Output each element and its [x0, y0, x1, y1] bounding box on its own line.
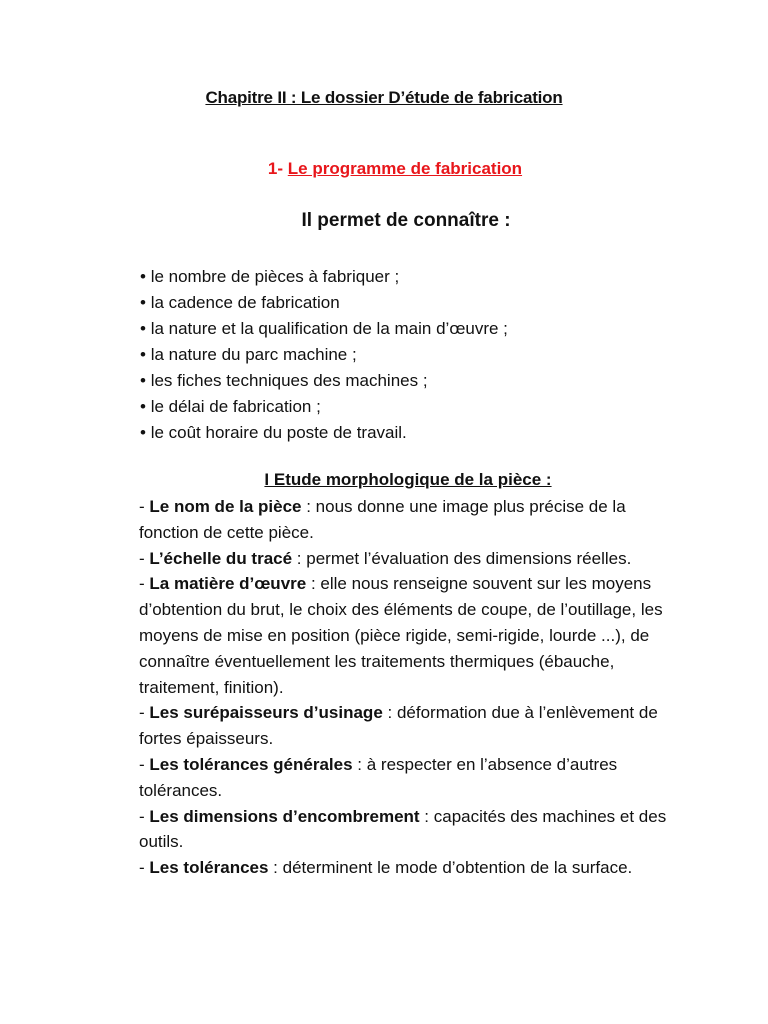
- list-item: [140, 394, 508, 420]
- list-item-text: la cadence de fabrication: [150, 293, 340, 312]
- bullet-symbol: •: [140, 371, 146, 390]
- list-item: [140, 420, 508, 446]
- list-item-text: le délai de fabrication ;: [150, 397, 321, 416]
- bullet-symbol: •: [140, 319, 146, 338]
- bullet-symbol: •: [140, 267, 146, 286]
- bullet-symbol: •: [140, 397, 146, 416]
- subsection-title: I Etude morphologique de la pièce :: [264, 470, 552, 489]
- list-item-text: le nombre de pièces à fabriquer ;: [150, 267, 400, 286]
- definition-term: Le nom de la pièce: [149, 497, 302, 516]
- list-item: [140, 264, 508, 290]
- definition-prefix: -: [139, 497, 150, 516]
- definition-term: Les dimensions d’encombrement: [149, 806, 420, 826]
- definition-item: [139, 855, 679, 881]
- definition-prefix: -: [139, 806, 150, 826]
- definition-text: : permet l’évaluation des dimensions réelles.: [292, 548, 632, 568]
- list-item: [140, 342, 508, 368]
- definition-term: Les tolérances: [149, 858, 269, 878]
- section-heading: [0, 159, 768, 179]
- bullet-symbol: •: [140, 293, 146, 312]
- bullet-symbol: •: [140, 423, 146, 442]
- definition-item: [139, 804, 679, 856]
- list-item: [140, 368, 508, 394]
- definition-term: L’échelle du tracé: [149, 548, 293, 568]
- definition-text: : capacités des machines et des outils.: [139, 806, 667, 852]
- chapter-title: Chapitre II : Le dossier D’étude de fabrication: [205, 88, 563, 107]
- list-item: [140, 290, 508, 316]
- list-item-text: la nature du parc machine ;: [150, 345, 357, 364]
- bullet-symbol: •: [140, 345, 146, 364]
- definition-text: : elle nous renseigne souvent sur les moyens d’obtention du brut, le choix des éléments de coupe, de l’outillage, les moyens de mise en position (pièce rigide, semi-rigide, lourde ...), de connaître éventuellement les traitements thermiques (ébauche, traitement, finition).: [139, 574, 663, 697]
- list-item-text: les fiches techniques des machines ;: [150, 371, 428, 390]
- definition-item: [139, 700, 679, 752]
- bullet-list: [140, 264, 508, 446]
- definition-prefix: -: [139, 858, 150, 878]
- definition-text: : nous donne une image plus précise de la fonction de cette pièce.: [139, 497, 626, 542]
- section-title-text: Le programme de fabrication: [287, 159, 523, 178]
- definition-term: Les tolérances générales: [149, 754, 353, 774]
- list-item-text: la nature et la qualification de la main d’œuvre ;: [150, 319, 508, 338]
- definition-term: La matière d’œuvre: [149, 574, 307, 594]
- definition-prefix: -: [139, 548, 150, 568]
- definition-text: : à respecter en l’absence d’autres tolérances.: [139, 754, 618, 800]
- list-item-text: le coût horaire du poste de travail.: [150, 423, 407, 442]
- definition-text: : déformation due à l’enlèvement de fortes épaisseurs.: [139, 703, 658, 749]
- definition-list: [139, 494, 679, 881]
- definition-item: [139, 571, 679, 700]
- definition-prefix: -: [139, 703, 150, 723]
- section-number: 1-: [267, 159, 284, 178]
- intro-heading: Il permet de connaître :: [301, 210, 511, 231]
- definition-item: [139, 494, 679, 546]
- definition-item: [139, 546, 679, 572]
- definition-prefix: -: [139, 754, 150, 774]
- definition-term: Les surépaisseurs d’usinage: [149, 703, 383, 723]
- list-item: [140, 316, 508, 342]
- definition-item: [139, 752, 679, 804]
- definition-prefix: -: [139, 574, 150, 594]
- definition-text: : déterminent le mode d’obtention de la surface.: [268, 858, 633, 878]
